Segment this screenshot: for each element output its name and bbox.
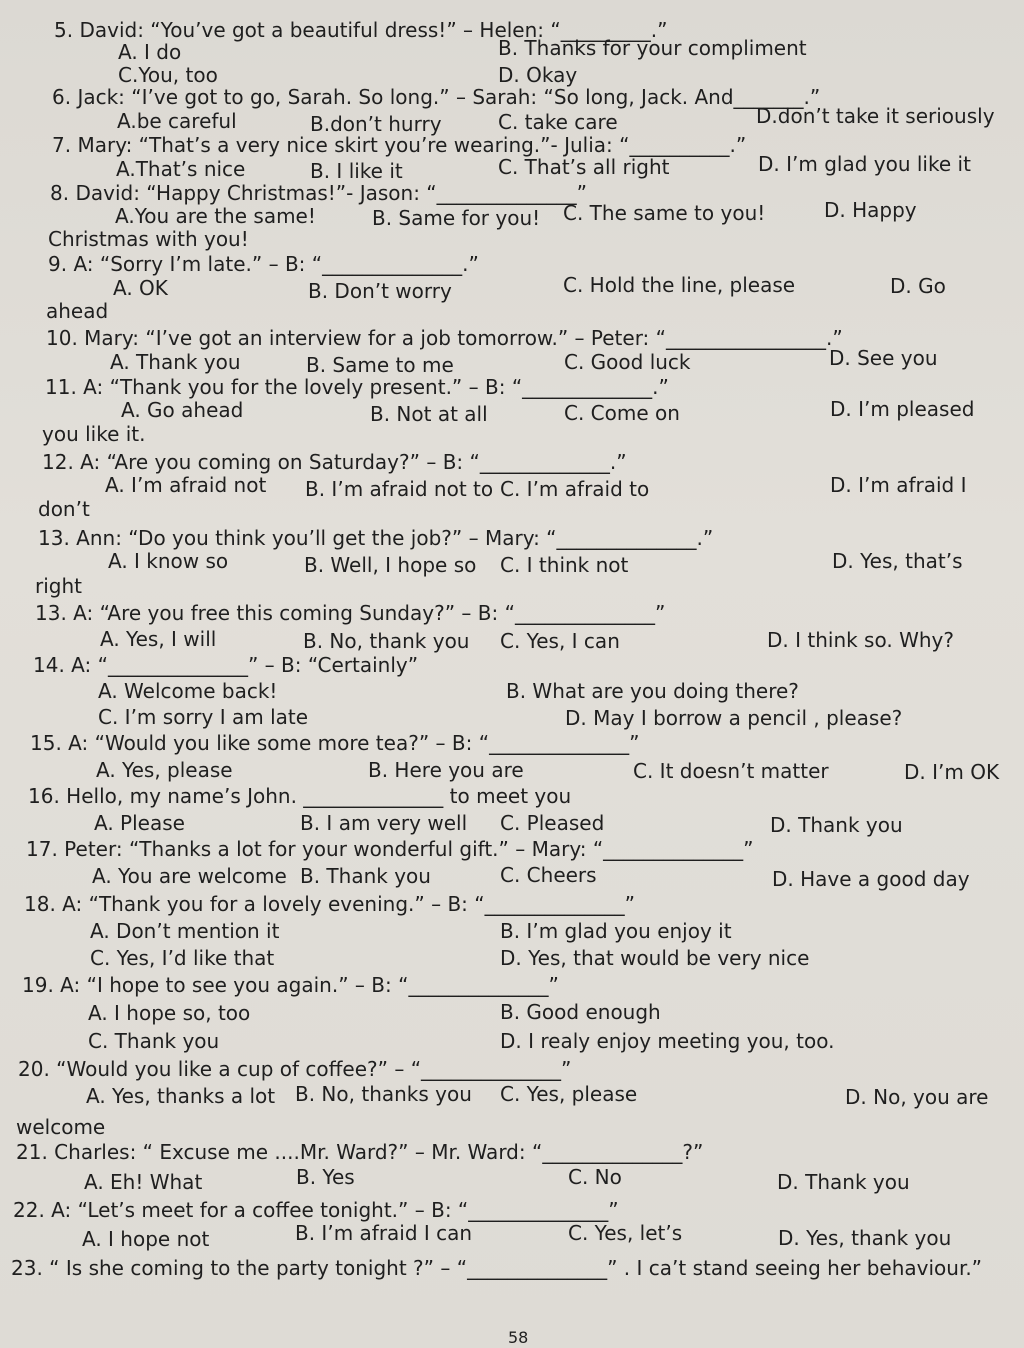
q18-option-a: A. Don’t mention it xyxy=(90,919,280,943)
question-21: 21. Charles: “ Excuse me ....Mr. Ward?” – Mr. Ward: “______________?” xyxy=(16,1140,704,1164)
q12-option-a: A. I’m afraid not xyxy=(105,473,267,497)
q12-option-d-continued: don’t xyxy=(38,497,90,521)
q16-option-d: D. Thank you xyxy=(770,813,903,837)
question-5: 5. David: “You’ve got a beautiful dress!” – Helen: “_________.” xyxy=(54,18,668,42)
q21-option-a: A. Eh! What xyxy=(84,1170,203,1194)
q20-option-d-continued: welcome xyxy=(16,1115,106,1139)
question-16: 16. Hello, my name’s John. ______________ to meet you xyxy=(28,784,572,808)
question-12: 12. A: “Are you coming on Saturday?” – B: “_____________.” xyxy=(42,450,627,474)
q11-option-b: B. Not at all xyxy=(370,402,488,426)
q22-option-b: B. I’m afraid I can xyxy=(295,1221,473,1245)
q21-option-b: B. Yes xyxy=(296,1165,355,1189)
q11-option-a: A. Go ahead xyxy=(121,398,244,422)
question-8: 8. David: “Happy Christmas!”- Jason: “______________” xyxy=(50,181,588,205)
q8-option-d-continued: Christmas with you! xyxy=(48,227,249,251)
q13b-option-a: A. Yes, I will xyxy=(100,627,217,651)
q7-option-a: A.That’s nice xyxy=(116,157,246,181)
q11-option-d: D. I’m pleased xyxy=(830,397,975,421)
q18-option-c: C. Yes, I’d like that xyxy=(90,946,275,970)
q11-option-c: C. Come on xyxy=(564,401,680,425)
q15-option-c: C. It doesn’t matter xyxy=(633,759,829,783)
question-6: 6. Jack: “I’ve got to go, Sarah. So long.” – Sarah: “So long, Jack. And_______.” xyxy=(52,85,821,109)
question-14: 14. A: “______________” – B: “Certainly” xyxy=(33,653,419,677)
question-11: 11. A: “Thank you for the lovely present.” – B: “_____________.” xyxy=(45,375,669,399)
q9-option-d-continued: ahead xyxy=(46,299,109,323)
q13-option-b: B. Well, I hope so xyxy=(304,553,477,577)
q16-option-a: A. Please xyxy=(94,811,185,835)
q7-option-d: D. I’m glad you like it xyxy=(758,152,971,176)
question-17: 17. Peter: “Thanks a lot for your wonderful gift.” – Mary: “______________” xyxy=(26,837,754,861)
q12-option-b: B. I’m afraid not to xyxy=(305,477,494,501)
q20-option-a: A. Yes, thanks a lot xyxy=(86,1084,276,1108)
q14-option-c: C. I’m sorry I am late xyxy=(98,705,309,729)
question-22: 22. A: “Let’s meet for a coffee tonight.” – B: “______________” xyxy=(13,1198,619,1222)
q22-option-d: D. Yes, thank you xyxy=(778,1226,952,1250)
q13-option-d: D. Yes, that’s xyxy=(832,549,963,573)
q5-option-b: B. Thanks for your compliment xyxy=(498,36,807,60)
q17-option-c: C. Cheers xyxy=(500,863,597,887)
q18-option-d: D. Yes, that would be very nice xyxy=(500,946,810,970)
q17-option-a: A. You are welcome xyxy=(92,864,287,888)
q13b-option-d: D. I think so. Why? xyxy=(767,628,954,652)
q6-option-d: D.don’t take it seriously xyxy=(756,104,995,128)
q13b-option-b: B. No, thank you xyxy=(303,629,470,653)
q8-option-c: C. The same to you! xyxy=(563,201,766,225)
q12-option-d: D. I’m afraid I xyxy=(830,473,967,497)
q8-option-a: A.You are the same! xyxy=(115,204,316,228)
q9-option-b: B. Don’t worry xyxy=(308,279,452,303)
question-23: 23. “ Is she coming to the party tonight ?” – “______________” . I ca’t stand seeing her behaviour.” xyxy=(11,1256,983,1280)
q12-option-c: C. I’m afraid to xyxy=(500,477,650,501)
q16-option-c: C. Pleased xyxy=(500,811,605,835)
q15-option-a: A. Yes, please xyxy=(96,758,233,782)
q5-option-a: A. I do xyxy=(118,40,182,64)
q21-option-c: C. No xyxy=(568,1165,622,1189)
q6-option-b: B.don’t hurry xyxy=(310,112,442,136)
q17-option-b: B. Thank you xyxy=(300,864,431,888)
q6-option-c: C. take care xyxy=(498,110,618,134)
q10-option-d: D. See you xyxy=(829,346,938,370)
q9-option-c: C. Hold the line, please xyxy=(563,273,796,297)
q7-option-c: C. That’s all right xyxy=(498,155,670,179)
q9-option-d: D. Go xyxy=(890,274,946,298)
question-13b: 13. A: “Are you free this coming Sunday?” – B: “______________” xyxy=(35,601,666,625)
q9-option-a: A. OK xyxy=(113,276,168,300)
q22-option-a: A. I hope not xyxy=(82,1227,210,1251)
question-20: 20. “Would you like a cup of coffee?” – “______________” xyxy=(18,1057,572,1081)
q5-option-c: C.You, too xyxy=(118,63,218,87)
q19-option-d: D. I realy enjoy meeting you, too. xyxy=(500,1029,835,1053)
q7-option-b: B. I like it xyxy=(310,159,403,183)
q14-option-d: D. May I borrow a pencil , please? xyxy=(565,706,903,730)
question-10: 10. Mary: “I’ve got an interview for a job tomorrow.” – Peter: “________________.” xyxy=(46,326,843,350)
q8-option-b: B. Same for you! xyxy=(372,206,541,230)
q15-option-b: B. Here you are xyxy=(368,758,524,782)
q13b-option-c: C. Yes, I can xyxy=(500,629,620,653)
question-18: 18. A: “Thank you for a lovely evening.” – B: “______________” xyxy=(24,892,636,916)
q20-option-b: B. No, thanks you xyxy=(295,1082,472,1106)
q13-option-d-continued: right xyxy=(35,574,82,598)
q20-option-c: C. Yes, please xyxy=(500,1082,638,1106)
question-15: 15. A: “Would you like some more tea?” – B: “______________” xyxy=(30,731,640,755)
q19-option-b: B. Good enough xyxy=(500,1000,661,1024)
q5-option-d: D. Okay xyxy=(498,63,578,87)
q21-option-d: D. Thank you xyxy=(777,1170,910,1194)
q20-option-d: D. No, you are xyxy=(845,1085,989,1109)
q19-option-a: A. I hope so, too xyxy=(88,1001,251,1025)
q8-option-d: D. Happy xyxy=(824,198,917,222)
q14-option-a: A. Welcome back! xyxy=(98,679,278,703)
question-9: 9. A: “Sorry I’m late.” – B: “______________.” xyxy=(48,252,479,276)
page-number: 58 xyxy=(508,1328,529,1347)
question-7: 7. Mary: “That’s a very nice skirt you’re wearing.”- Julia: “__________.” xyxy=(52,133,747,157)
q10-option-b: B. Same to me xyxy=(306,353,454,377)
q13-option-c: C. I think not xyxy=(500,553,629,577)
q22-option-c: C. Yes, let’s xyxy=(568,1221,683,1245)
q13-option-a: A. I know so xyxy=(108,549,229,573)
question-13: 13. Ann: “Do you think you’ll get the job?” – Mary: “______________.” xyxy=(38,526,714,550)
q6-option-a: A.be careful xyxy=(117,109,237,133)
q16-option-b: B. I am very well xyxy=(300,811,468,835)
q19-option-c: C. Thank you xyxy=(88,1029,220,1053)
q10-option-a: A. Thank you xyxy=(110,350,241,374)
q10-option-c: C. Good luck xyxy=(564,350,691,374)
q17-option-d: D. Have a good day xyxy=(772,867,970,891)
q11-option-d-continued: you like it. xyxy=(42,422,146,446)
question-19: 19. A: “I hope to see you again.” – B: “______________” xyxy=(22,973,559,997)
q14-option-b: B. What are you doing there? xyxy=(506,679,799,703)
q18-option-b: B. I’m glad you enjoy it xyxy=(500,919,732,943)
q15-option-d: D. I’m OK xyxy=(904,760,1000,784)
